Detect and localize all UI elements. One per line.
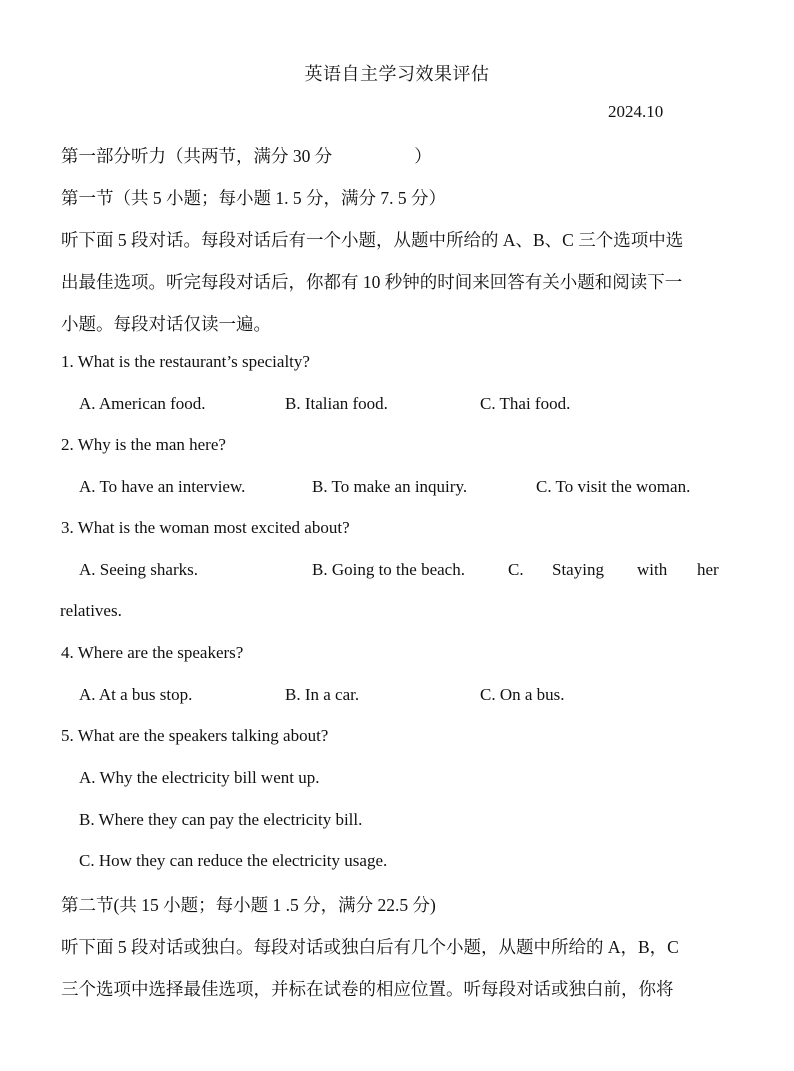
question-5-stem: 5. What are the speakers talking about?	[61, 726, 329, 745]
question-1-option-c: C. Thai food.	[480, 394, 571, 413]
question-2-option-b: B. To make an inquiry.	[312, 477, 468, 496]
question-1-option-a: A. American food.	[79, 394, 206, 413]
section1-instruction-line: 听下面 5 段对话。每段对话后有一个小题，从题中所给的 A、B、C 三个选项中选	[61, 230, 684, 250]
question-1-stem: 1. What is the restaurant’s specialty?	[61, 352, 310, 371]
question-4-option-c: C. On a bus.	[480, 685, 565, 704]
question-2-stem: 2. Why is the man here?	[61, 435, 226, 454]
question-3-option-c-label: C.	[508, 560, 524, 579]
question-4-stem: 4. Where are the speakers?	[61, 643, 244, 662]
question-3-option-b: B. Going to the beach.	[312, 560, 465, 579]
question-3-option-c-word: her	[697, 560, 719, 579]
question-3-option-a: A. Seeing sharks.	[79, 560, 198, 579]
question-2-option-a: A. To have an interview.	[79, 477, 246, 496]
exam-date: 2024.10	[608, 102, 664, 121]
section1-heading: 第一节（共 5 小题；每小题 1. 5 分，满分 7. 5 分）	[61, 188, 446, 208]
section2-heading: 第二节(共 15 小题；每小题 1 .5 分，满分 22.5 分)	[61, 895, 436, 915]
question-2-option-c: C. To visit the woman.	[536, 477, 691, 496]
question-5-option-c: C. How they can reduce the electricity usage.	[79, 851, 388, 870]
question-4-option-b: B. In a car.	[285, 685, 360, 704]
question-3-option-c-wrap: relatives.	[60, 601, 122, 620]
question-1-option-b: B. Italian food.	[285, 394, 388, 413]
section1-instruction-line: 出最佳选项。听完每段对话后，你都有 10 秒钟的时间来回答有关小题和阅读下一	[61, 272, 683, 292]
question-5-option-a: A. Why the electricity bill went up.	[79, 768, 320, 787]
section2-instruction-line: 三个选项中选择最佳选项，并标在试卷的相应位置。听每段对话或独白前，你将	[61, 979, 674, 999]
question-3-option-c-word: with	[637, 560, 668, 579]
section1-instruction-line: 小题。每段对话仅读一遍。	[61, 314, 271, 334]
part1-heading: 第一部分听力（共两节，满分 30 分 ）	[61, 146, 432, 166]
question-3-option-c-word: Staying	[552, 560, 604, 579]
page-title: 英语自主学习效果评估	[304, 64, 490, 84]
question-3-stem: 3. What is the woman most excited about?	[61, 518, 350, 537]
section2-instruction-line: 听下面 5 段对话或独白。每段对话或独白后有几个小题，从题中所给的 A，B，C	[61, 937, 679, 957]
question-5-option-b: B. Where they can pay the electricity bill.	[79, 810, 363, 829]
question-4-option-a: A. At a bus stop.	[79, 685, 193, 704]
